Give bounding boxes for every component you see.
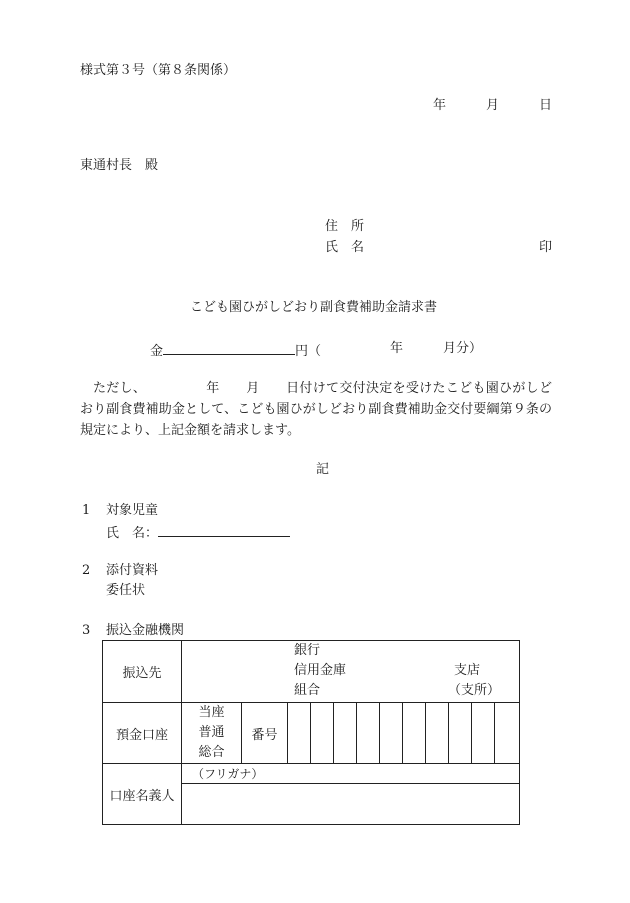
amount-month-label: 月分） [443, 341, 483, 356]
account-digit-box[interactable] [311, 703, 334, 764]
payee-label: 振込先 [103, 641, 182, 703]
document-title: こども園ひがしどおり副食費補助金請求書 [190, 300, 438, 315]
furigana-row [103, 764, 520, 784]
account-row [103, 703, 520, 764]
bank-type-credit-union: 信用金庫 [294, 663, 347, 678]
amount-year-label: 年 [390, 341, 404, 356]
child-name-blank[interactable] [158, 522, 290, 537]
amount-prefix: 金 [150, 344, 164, 359]
date-month-label: 月 [486, 98, 500, 113]
account-digit-box[interactable] [288, 703, 311, 764]
account-digit-box[interactable] [357, 703, 380, 764]
account-type-current: 当座 [198, 705, 225, 720]
account-label: 預金口座 [103, 703, 182, 764]
payee-row [103, 641, 520, 703]
name-label: 氏 名 [325, 240, 365, 255]
holder-label: 口座名義人 [103, 764, 182, 825]
ki-heading: 記 [316, 462, 330, 477]
item-2-number: 2 [82, 563, 91, 578]
account-type-ordinary: 普通 [198, 725, 225, 740]
address-label: 住 所 [325, 219, 365, 234]
item-3-label: 振込金融機関 [106, 623, 185, 638]
bank-type-cooperative: 組合 [294, 683, 321, 698]
form-number: 様式第３号（第８条関係） [80, 63, 237, 78]
branch-label: 支店 [454, 663, 481, 678]
item-2-label: 添付資料 [106, 563, 159, 578]
addressee: 東通村長 殿 [80, 158, 159, 173]
payee-cell[interactable] [182, 641, 520, 703]
account-digit-box[interactable] [495, 703, 520, 764]
request-body: ただし、 年 月 日付けて交付決定を受けたこども園ひがしどおり副食費補助金として、こども園ひがしどおり副食費補助金交付要綱第９条の規定により、上記金額を請求します。 [80, 381, 552, 438]
bank-type-bank: 銀行 [294, 643, 321, 658]
account-digit-box[interactable] [403, 703, 426, 764]
item-3-number: 3 [82, 623, 91, 638]
account-type-cell[interactable] [182, 703, 242, 764]
child-name-label: 氏 名： [106, 526, 159, 541]
date-year-label: 年 [433, 98, 447, 113]
number-label: 番号 [242, 703, 288, 764]
attachment-item: 委任状 [106, 583, 146, 598]
account-digit-box[interactable] [334, 703, 357, 764]
bank-table [102, 640, 520, 825]
seal-mark: 印 [539, 240, 553, 255]
holder-name-cell[interactable] [182, 784, 520, 825]
item-1-label: 対象児童 [106, 503, 159, 518]
amount-line [150, 340, 321, 361]
child-name-line [106, 522, 290, 543]
amount-blank[interactable] [163, 340, 295, 355]
account-type-general: 総合 [198, 745, 225, 760]
amount-yen: 円（ [295, 344, 322, 359]
furigana-label[interactable]: （フリガナ） [182, 764, 520, 784]
account-digit-box[interactable] [426, 703, 449, 764]
date-day-label: 日 [539, 98, 553, 113]
account-digit-box[interactable] [472, 703, 495, 764]
sub-branch-label: （支所） [448, 683, 501, 698]
item-1-number: 1 [82, 503, 91, 518]
account-digit-box[interactable] [449, 703, 472, 764]
account-digit-box[interactable] [380, 703, 403, 764]
